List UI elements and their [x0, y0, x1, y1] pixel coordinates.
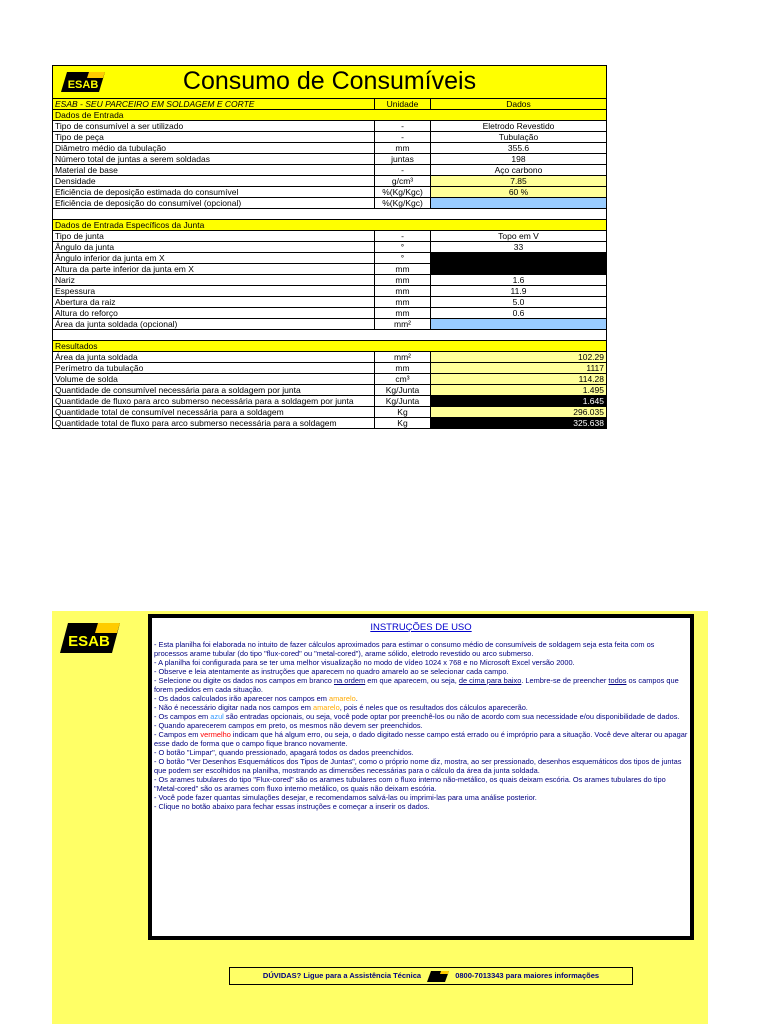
table-row: [53, 176, 607, 187]
table-row: [53, 132, 607, 143]
instruction-item: [154, 712, 688, 721]
joint-type-select[interactable]: Topo em V: [431, 231, 607, 242]
table-row: [53, 231, 607, 242]
instruction-text: . Lembre-se de preencher: [521, 676, 609, 685]
instruction-color-word: vermelho: [200, 730, 231, 739]
row-label: Número total de juntas a serem soldadas: [53, 154, 375, 165]
instruction-emphasis: de cima para baixo: [458, 676, 522, 685]
table-row: [53, 286, 607, 297]
instruction-emphasis: todos: [608, 676, 627, 685]
svg-text:ESAB: ESAB: [67, 79, 99, 91]
instruction-text: - Selecione ou digite os dados nos campos em branco: [154, 676, 334, 685]
section-header: [53, 110, 607, 121]
instructions-list: [154, 640, 688, 811]
instruction-color-word: amarelo: [329, 694, 356, 703]
section-title-inputs: Dados de Entrada: [53, 110, 607, 121]
help-footer: [229, 967, 633, 985]
row-label: Nariz: [53, 275, 375, 286]
table-row: [53, 374, 607, 385]
thickness-input[interactable]: 11.9: [431, 286, 607, 297]
instruction-text: - Campos em: [154, 730, 201, 739]
table-row: [53, 407, 607, 418]
instructions-box: [148, 614, 694, 940]
instruction-item: [154, 694, 688, 703]
row-label: Tipo de consumível a ser utilizado: [53, 121, 375, 132]
table-row: [53, 165, 607, 176]
table-row: [53, 418, 607, 429]
row-label: Área da junta soldada (opcional): [53, 319, 375, 330]
optional-weld-area-input[interactable]: [431, 319, 607, 330]
esab-mini-logo-icon: [427, 971, 449, 982]
table-row: [53, 319, 607, 330]
spacer-row: [53, 330, 607, 341]
row-unit: juntas: [375, 154, 431, 165]
result-value: 1117: [431, 363, 607, 374]
table-row: [53, 253, 607, 264]
table-row: [53, 363, 607, 374]
instruction-item: - A planilha foi configurada para se ter uma melhor visualização no modo de vídeo 1024 x 768 e no Microsoft Excel versão 2000.: [154, 658, 575, 667]
spacer-cell: [53, 330, 607, 341]
table-row: [53, 143, 607, 154]
result-value: 296.035: [431, 407, 607, 418]
root-face-input[interactable]: 1.6: [431, 275, 607, 286]
instruction-item: - Os arames tubulares do tipo "Flux-cored" são os arames tubulares com o fluxo interno não-metálico, os quais deixam escória. Os arames tubulares do tipo "Metal-cored" são os arames com fluxo interno metálico, os quais não deixam escória.: [154, 775, 666, 793]
instruction-text: os campos que forem pedidos em cada situação.: [154, 676, 679, 694]
row-label: Quantidade total de fluxo para arco submerso necessária para a soldagem: [53, 418, 375, 429]
row-unit: %(Kg/Kgc): [375, 187, 431, 198]
result-value: 102.29: [431, 352, 607, 363]
consumable-type-select[interactable]: Eletrodo Revestido: [431, 121, 607, 132]
row-unit: mm: [375, 363, 431, 374]
row-unit: mm²: [375, 352, 431, 363]
root-opening-input[interactable]: 5.0: [431, 297, 607, 308]
row-label: Quantidade total de consumível necessária para a soldagem: [53, 407, 375, 418]
table-row: [53, 297, 607, 308]
row-unit: cm³: [375, 374, 431, 385]
table-row: [53, 308, 607, 319]
instruction-text: são entradas opcionais, ou seja, você pode optar por preenchê-los ou não de acordo com sua necessidade e/ou disponibilidade de dados.: [223, 712, 680, 721]
instruction-item: [154, 676, 688, 694]
disabled-cell: [431, 253, 607, 264]
estimated-efficiency-value: 60 %: [431, 187, 607, 198]
instruction-color-word: amarelo: [312, 703, 340, 712]
instructions-title: INSTRUÇÕES DE USO: [370, 622, 472, 633]
row-unit: -: [375, 165, 431, 176]
row-unit: -: [375, 121, 431, 132]
data-table: [52, 98, 607, 429]
instruction-item: - Você pode fazer quantas simulações desejar, e recomendamos salvá-las ou imprimi-las para uma análise posterior.: [154, 793, 537, 802]
instruction-item: [154, 730, 688, 748]
reinforcement-height-input[interactable]: 0.6: [431, 308, 607, 319]
row-label: Tipo de peça: [53, 132, 375, 143]
result-value: 114.28: [431, 374, 607, 385]
section-header: [53, 220, 607, 231]
row-unit: °: [375, 253, 431, 264]
title-row: [52, 65, 607, 98]
result-value: 1.645: [431, 396, 607, 407]
esab-logo-icon: [58, 619, 122, 657]
instruction-item: [154, 703, 688, 712]
instruction-text: indicam que há algum erro, ou seja, o dado digitado nesse campo está errado ou é impróprio para a situação. Você deve alterar ou apagar esse dado de forma que o campo fique branco novamente.: [154, 730, 688, 748]
result-value: 325.638: [431, 418, 607, 429]
base-material-select[interactable]: Aço carbono: [431, 165, 607, 176]
density-value: 7.85: [431, 176, 607, 187]
row-unit: Kg: [375, 418, 431, 429]
page-title: Consumo de Consumíveis: [182, 67, 477, 95]
instruction-color-word: azul: [210, 712, 224, 721]
row-label: Quantidade de consumível necessária para a soldagem por junta: [53, 385, 375, 396]
instruction-item: - Esta planilha foi elaborada no intuito de fazer cálculos aproximados para estimar o consumo médio de consumíveis de soldagem seja esta feita com os processos arame tubular (do tipo "flux-cored" ou "metal-cored"), arame sólido, eletrodo revestido ou arco submerso.: [154, 640, 655, 658]
row-label: Diâmetro médio da tubulação: [53, 143, 375, 154]
row-label: Densidade: [53, 176, 375, 187]
row-unit: mm: [375, 286, 431, 297]
table-row: [53, 396, 607, 407]
row-label: Volume de solda: [53, 374, 375, 385]
row-label: Área da junta soldada: [53, 352, 375, 363]
instruction-item: - O botão "Ver Desenhos Esquemáticos dos Tipos de Juntas", como o próprio nome diz, mostra, ao ser pressionado, desenhos esquemáticos dos tipos de juntas que podem ser escolhidos na planilha, mostrando as dimensões necessárias para o cálculo da área da junta soldada.: [154, 757, 682, 775]
row-label: Ângulo da junta: [53, 242, 375, 253]
row-unit: -: [375, 132, 431, 143]
row-unit: mm: [375, 308, 431, 319]
spacer-row: [53, 209, 607, 220]
result-value: 1.495: [431, 385, 607, 396]
joint-angle-input[interactable]: 33: [431, 242, 607, 253]
section-header: [53, 341, 607, 352]
footer-right-text: 0800-7013343 para maiores informações: [455, 971, 600, 980]
table-row: [53, 198, 607, 209]
table-row: [53, 242, 607, 253]
row-label: Tipo de junta: [53, 231, 375, 242]
footer-left-text: DÚVIDAS? Ligue para a Assistência Técnica: [262, 971, 422, 980]
table-row: [53, 275, 607, 286]
row-label: Perímetro da tubulação: [53, 363, 375, 374]
row-label: Material de base: [53, 165, 375, 176]
instruction-text: - Não é necessário digitar nada nos campos em: [154, 703, 313, 712]
section-title-results: Resultados: [53, 341, 607, 352]
row-unit: mm: [375, 143, 431, 154]
spacer-cell: [53, 209, 607, 220]
row-label: Abertura da raiz: [53, 297, 375, 308]
instruction-text: , pois é neles que os resultados dos cálculos aparecerão.: [339, 703, 528, 712]
row-label: Ângulo inferior da junta em X: [53, 253, 375, 264]
instruction-text: .: [355, 694, 358, 703]
svg-text:ESAB: ESAB: [68, 633, 110, 650]
instruction-item: - O botão "Limpar", quando pressionado, apagará todos os dados preenchidos.: [154, 748, 414, 757]
instruction-item: - Clique no botão abaixo para fechar essas instruções e começar a inserir os dados.: [154, 802, 430, 811]
table-row: [53, 352, 607, 363]
row-unit: °: [375, 242, 431, 253]
row-label: Eficiência de deposição do consumível (opcional): [53, 198, 375, 209]
instruction-emphasis: na ordem: [333, 676, 366, 685]
header-company: ESAB - SEU PARCEIRO EM SOLDAGEM E CORTE: [53, 99, 375, 110]
row-unit: mm: [375, 275, 431, 286]
row-label: Altura da parte inferior da junta em X: [53, 264, 375, 275]
table-row: [53, 121, 607, 132]
row-label: Quantidade de fluxo para arco submerso necessária para a soldagem por junta: [53, 396, 375, 407]
section-title-joint: Dados de Entrada Específicos da Junta: [53, 220, 607, 231]
joint-count-input[interactable]: 198: [431, 154, 607, 165]
instruction-item: - Observe e leia atentamente as instruções que aparecem no quadro amarelo ao se selecionar cada campo.: [154, 667, 509, 676]
pipe-diameter-input[interactable]: 355.6: [431, 143, 607, 154]
table-row: [53, 154, 607, 165]
consumption-sheet: [52, 65, 607, 429]
instruction-text: em que aparecem, ou seja,: [365, 676, 459, 685]
row-unit: Kg/Junta: [375, 396, 431, 407]
row-unit: mm: [375, 264, 431, 275]
row-unit: mm: [375, 297, 431, 308]
row-unit: Kg: [375, 407, 431, 418]
instruction-text: - Os dados calculados irão aparecer nos campos em: [154, 694, 329, 703]
instruction-text: - Os campos em: [154, 712, 211, 721]
table-row: [53, 385, 607, 396]
table-header: [53, 99, 607, 110]
row-unit: mm²: [375, 319, 431, 330]
optional-efficiency-input[interactable]: [431, 198, 607, 209]
table-row: [53, 187, 607, 198]
row-unit: -: [375, 231, 431, 242]
row-unit: %(Kg/Kgc): [375, 198, 431, 209]
header-unit: Unidade: [375, 99, 431, 110]
header-data: Dados: [431, 99, 607, 110]
row-label: Eficiência de deposição estimada do consumível: [53, 187, 375, 198]
row-unit: g/cm³: [375, 176, 431, 187]
table-row: [53, 264, 607, 275]
row-label: Espessura: [53, 286, 375, 297]
part-type-select[interactable]: Tubulação: [431, 132, 607, 143]
row-label: Altura do reforço: [53, 308, 375, 319]
row-unit: Kg/Junta: [375, 385, 431, 396]
instructions-panel: [52, 611, 708, 1024]
disabled-cell: [431, 264, 607, 275]
instruction-item: - Quando aparecerem campos em preto, os mesmos não devem ser preenchidos.: [154, 721, 423, 730]
